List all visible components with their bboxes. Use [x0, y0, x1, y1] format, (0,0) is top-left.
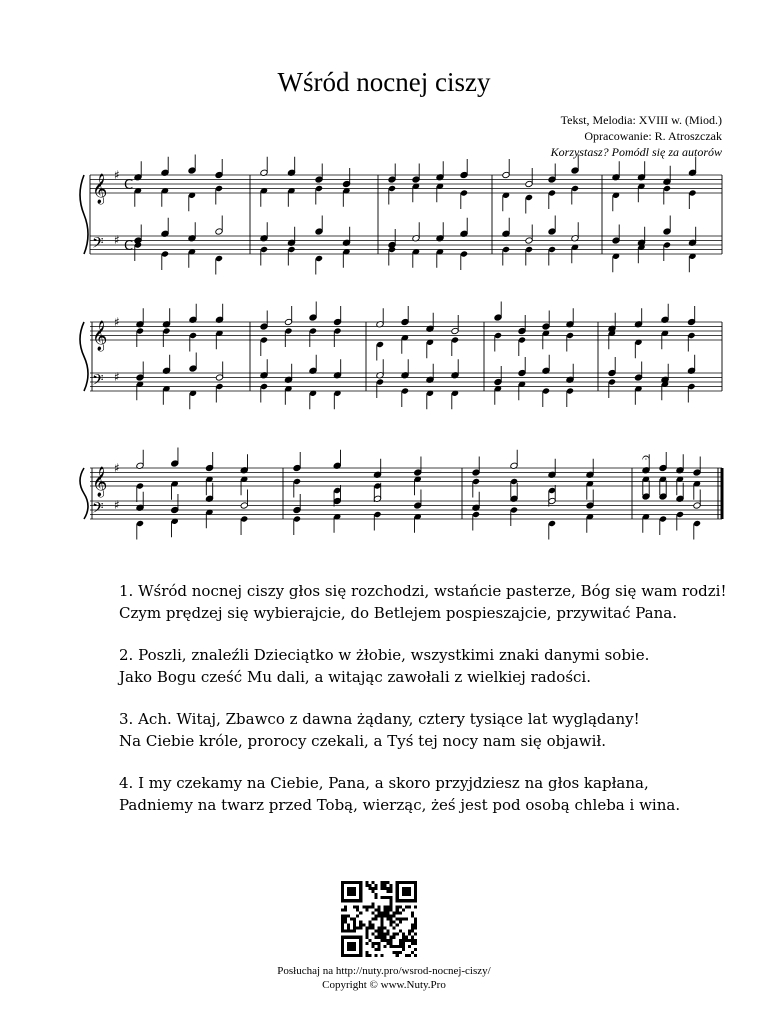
qr-module	[377, 911, 380, 914]
qr-module	[414, 939, 417, 942]
qr-module	[371, 905, 374, 908]
qr-module	[365, 933, 368, 936]
verse-2	[119, 644, 739, 688]
qr-module	[353, 921, 356, 924]
qr-module	[390, 896, 393, 899]
qr-module	[362, 924, 365, 927]
qr-module	[387, 917, 390, 920]
qr-module	[384, 887, 387, 890]
qr-module	[390, 902, 393, 905]
qr-module	[381, 939, 384, 942]
qr-module	[341, 917, 344, 920]
treble-clef-icon: 𝄞	[92, 174, 108, 204]
qr-module	[374, 896, 377, 899]
page-title: Wśród nocnej ciszy	[277, 67, 491, 97]
verse-4	[119, 772, 739, 816]
qr-module	[341, 908, 344, 911]
qr-module	[341, 927, 344, 930]
qr-module	[381, 884, 384, 887]
qr-module	[381, 924, 384, 927]
sharp-icon: ♯	[114, 370, 120, 384]
qr-module	[402, 908, 405, 911]
qr-module	[374, 887, 377, 890]
qr-module	[353, 930, 356, 933]
qr-module	[384, 896, 387, 899]
qr-module	[374, 930, 377, 933]
brace	[80, 175, 88, 254]
qr-module	[384, 914, 387, 917]
bass-clef-icon: 𝄢	[92, 499, 104, 521]
qr-module	[350, 917, 353, 920]
lyrics	[119, 580, 739, 836]
qr-module	[387, 939, 390, 942]
qr-module	[390, 921, 393, 924]
qr-module	[384, 939, 387, 942]
qr-module	[411, 911, 414, 914]
qr-module	[414, 948, 417, 951]
sharp-icon: ♯	[114, 461, 120, 475]
qr-module	[368, 924, 371, 927]
brace	[80, 322, 88, 391]
qr-module	[408, 933, 411, 936]
qr-module	[377, 927, 380, 930]
qr-module	[396, 924, 399, 927]
qr-module	[384, 927, 387, 930]
sharp-icon: ♯	[114, 315, 120, 329]
qr-module	[353, 917, 356, 920]
qr-module	[399, 951, 402, 954]
qr-module	[402, 945, 405, 948]
qr-module	[347, 930, 350, 933]
qr-module	[371, 945, 374, 948]
qr-module	[356, 908, 359, 911]
qr-module	[387, 914, 390, 917]
qr-module	[393, 927, 396, 930]
qr-module	[368, 921, 371, 924]
qr-module	[399, 911, 402, 914]
qr-finder	[347, 942, 356, 951]
qr-module	[384, 945, 387, 948]
qr-module	[374, 914, 377, 917]
qr-module	[384, 936, 387, 939]
qr-module	[344, 921, 347, 924]
credit-text-melody: Tekst, Melodia: XVIII w. (Miod.)	[560, 113, 722, 127]
qr-module	[387, 930, 390, 933]
qr-module	[390, 914, 393, 917]
credit-arrangement: Opracowanie: R. Atroszczak	[584, 129, 722, 143]
qr-module	[390, 899, 393, 902]
qr-module	[390, 939, 393, 942]
qr-module	[396, 911, 399, 914]
qr-module	[414, 921, 417, 924]
qr-module	[402, 917, 405, 920]
qr-module	[402, 936, 405, 939]
qr-module	[387, 881, 390, 884]
qr-module	[411, 951, 414, 954]
qr-module	[359, 927, 362, 930]
qr-module	[405, 917, 408, 920]
qr-module	[371, 911, 374, 914]
verse-line: 1. Wśród nocnej ciszy głos się rozchodzi, wstańcie pasterze, Bóg się wam rodzi!	[119, 582, 727, 600]
qr-module	[381, 887, 384, 890]
qr-module	[356, 905, 359, 908]
qr-module	[414, 927, 417, 930]
qr-module	[405, 939, 408, 942]
treble-clef-icon: 𝄞	[92, 467, 108, 497]
qr-module	[365, 942, 368, 945]
bass-clef-icon: 𝄢	[92, 371, 104, 393]
qr-module	[384, 881, 387, 884]
verse-1	[119, 580, 739, 624]
qr-module	[405, 936, 408, 939]
qr-module	[381, 954, 384, 957]
qr-module	[368, 905, 371, 908]
qr-module	[387, 933, 390, 936]
qr-module	[381, 914, 384, 917]
qr-module	[368, 887, 371, 890]
qr-module	[399, 930, 402, 933]
qr-module	[393, 936, 396, 939]
qr-module	[353, 905, 356, 908]
qr-module	[402, 939, 405, 942]
qr-module	[347, 927, 350, 930]
qr-module	[341, 924, 344, 927]
time-signature: C	[124, 239, 134, 254]
qr-module	[384, 905, 387, 908]
qr-module	[365, 951, 368, 954]
qr-module	[368, 927, 371, 930]
qr-module	[377, 948, 380, 951]
qr-module	[396, 933, 399, 936]
qr-module	[374, 936, 377, 939]
qr-module	[393, 951, 396, 954]
qr-module	[414, 917, 417, 920]
brace	[80, 468, 88, 519]
qr-module	[411, 936, 414, 939]
qr-module	[381, 896, 384, 899]
qr-module	[374, 954, 377, 957]
qr-module	[341, 921, 344, 924]
qr-module	[377, 942, 380, 945]
verse-line: 4. I my czekamy na Ciebie, Pana, a skoro przyjdziesz na głos kapłana,	[119, 774, 649, 792]
qr-module	[377, 914, 380, 917]
qr-module	[368, 884, 371, 887]
qr-module	[393, 921, 396, 924]
qr-module	[365, 936, 368, 939]
verse-line: Czym prędzej się wybierajcie, do Betlejem pospieszajcie, przywitać Pana.	[119, 604, 677, 622]
qr-module	[387, 890, 390, 893]
time-signature: C	[124, 178, 134, 193]
qr-module	[408, 939, 411, 942]
qr-module	[390, 905, 393, 908]
qr-module	[390, 942, 393, 945]
qr-module	[344, 905, 347, 908]
qr-module	[411, 927, 414, 930]
qr-module	[411, 930, 414, 933]
qr-module	[411, 914, 414, 917]
qr-module	[381, 921, 384, 924]
qr-module	[365, 954, 368, 957]
qr-module	[399, 945, 402, 948]
qr-module	[387, 887, 390, 890]
qr-code[interactable]	[341, 881, 417, 957]
qr-module	[344, 908, 347, 911]
qr-module	[353, 924, 356, 927]
qr-module	[396, 954, 399, 957]
qr-module	[371, 927, 374, 930]
qr-module	[402, 942, 405, 945]
qr-module	[381, 881, 384, 884]
bass-clef-icon: 𝄢	[92, 234, 104, 256]
qr-module	[341, 930, 344, 933]
qr-module	[374, 942, 377, 945]
qr-module	[396, 917, 399, 920]
qr-module	[377, 945, 380, 948]
qr-module	[374, 893, 377, 896]
qr-module	[399, 942, 402, 945]
qr-module	[396, 908, 399, 911]
qr-module	[414, 924, 417, 927]
qr-module	[356, 927, 359, 930]
qr-module	[359, 921, 362, 924]
qr-module	[381, 933, 384, 936]
qr-module	[390, 917, 393, 920]
qr-module	[387, 908, 390, 911]
listen-link[interactable]: Posłuchaj na http://nuty.pro/wsrod-nocnej-ciszy/	[277, 965, 491, 977]
verse-line: Jako Bogu cześć Mu dali, a witając zawołali z wielkiej radości.	[119, 668, 591, 686]
qr-module	[387, 905, 390, 908]
qr-module	[377, 908, 380, 911]
sharp-icon: ♯	[114, 168, 120, 182]
qr-module	[414, 933, 417, 936]
qr-module	[414, 954, 417, 957]
qr-module	[399, 917, 402, 920]
qr-module	[387, 896, 390, 899]
copyright: Copyright © www.Nuty.Pro	[322, 979, 446, 991]
qr-module	[414, 942, 417, 945]
qr-module	[384, 933, 387, 936]
qr-module	[365, 905, 368, 908]
qr-module	[408, 930, 411, 933]
qr-module	[405, 954, 408, 957]
verse-line: 2. Poszli, znaleźli Dzieciątko w żłobie, wszystkimi znaki danymi sobie.	[119, 646, 650, 664]
qr-module	[344, 914, 347, 917]
verse-line: 3. Ach. Witaj, Zbawco z dawna żądany, cztery tysiące lat wyglądany!	[119, 710, 640, 728]
treble-clef-icon: 𝄞	[92, 321, 108, 351]
qr-module	[377, 930, 380, 933]
qr-module	[387, 942, 390, 945]
qr-module	[384, 911, 387, 914]
qr-module	[408, 905, 411, 908]
qr-module	[371, 942, 374, 945]
qr-module	[411, 939, 414, 942]
qr-module	[381, 927, 384, 930]
qr-module	[371, 933, 374, 936]
qr-module	[408, 945, 411, 948]
qr-module	[377, 936, 380, 939]
sharp-icon: ♯	[114, 233, 120, 247]
qr-module	[371, 887, 374, 890]
footer	[0, 964, 768, 992]
qr-module	[359, 911, 362, 914]
qr-module	[377, 933, 380, 936]
qr-module	[393, 945, 396, 948]
qr-module	[347, 914, 350, 917]
qr-module	[371, 902, 374, 905]
qr-module	[371, 924, 374, 927]
qr-module	[411, 924, 414, 927]
qr-module	[374, 948, 377, 951]
qr-module	[347, 924, 350, 927]
qr-module	[390, 884, 393, 887]
verse-line: Na Ciebie króle, prorocy czekali, a Tyś tej nocy nam się objawił.	[119, 732, 607, 750]
qr-module	[365, 881, 368, 884]
qr-module	[374, 884, 377, 887]
qr-module	[405, 905, 408, 908]
qr-module	[408, 954, 411, 957]
qr-module	[381, 917, 384, 920]
qr-module	[384, 884, 387, 887]
qr-module	[396, 951, 399, 954]
qr-module	[390, 887, 393, 890]
qr-module	[341, 914, 344, 917]
qr-module	[371, 890, 374, 893]
qr-module	[365, 884, 368, 887]
qr-module	[374, 908, 377, 911]
qr-module	[402, 948, 405, 951]
qr-module	[344, 930, 347, 933]
qr-module	[371, 881, 374, 884]
qr-module	[396, 905, 399, 908]
fermata-icon: 𝄐	[642, 450, 650, 466]
qr-module	[414, 905, 417, 908]
qr-module	[381, 936, 384, 939]
qr-module	[365, 930, 368, 933]
qr-module	[374, 917, 377, 920]
verse-line: Padniemy na twarz przed Tobą, wierząc, żeś jest pod osobą chleba i wina.	[119, 796, 681, 814]
qr-module	[399, 921, 402, 924]
qr-module	[381, 911, 384, 914]
qr-module	[344, 917, 347, 920]
qr-module	[390, 908, 393, 911]
qr-module	[390, 945, 393, 948]
qr-module	[393, 914, 396, 917]
qr-module	[411, 942, 414, 945]
qr-module	[368, 939, 371, 942]
qr-finder	[347, 887, 356, 896]
verse-3	[119, 708, 739, 752]
qr-module	[390, 890, 393, 893]
qr-module	[390, 924, 393, 927]
qr-module	[365, 908, 368, 911]
qr-module	[387, 911, 390, 914]
qr-module	[390, 936, 393, 939]
qr-module	[368, 954, 371, 957]
qr-module	[359, 924, 362, 927]
qr-finder	[402, 887, 411, 896]
qr-module	[393, 933, 396, 936]
qr-module	[365, 927, 368, 930]
qr-module	[381, 930, 384, 933]
qr-module	[356, 914, 359, 917]
qr-module	[384, 908, 387, 911]
qr-module	[402, 933, 405, 936]
qr-module	[350, 930, 353, 933]
qr-module	[371, 917, 374, 920]
qr-module	[362, 905, 365, 908]
sharp-icon: ♯	[114, 498, 120, 512]
qr-module	[399, 905, 402, 908]
qr-module	[399, 939, 402, 942]
support-link[interactable]: Korzystasz? Pomódl się za autorów	[550, 145, 722, 159]
qr-module	[377, 905, 380, 908]
qr-module	[393, 911, 396, 914]
qr-module	[353, 927, 356, 930]
qr-module	[396, 945, 399, 948]
